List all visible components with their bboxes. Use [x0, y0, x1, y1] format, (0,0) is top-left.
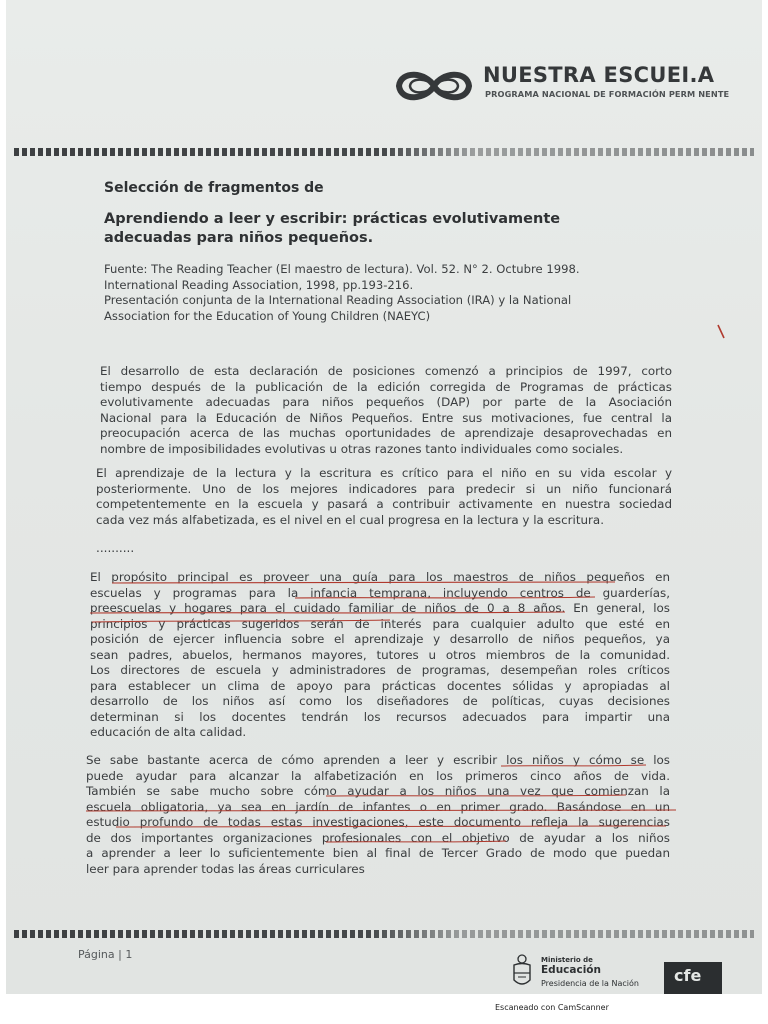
paragraph-line: El aprendizaje de la lectura y la escritura es crítico para el niño en su vida escolar y — [96, 466, 672, 480]
source-line: Association for the Education of Young Children (NAEYC) — [104, 308, 431, 323]
paragraph-line: El propósito principal es proveer una guía para los maestros de niños pequeños en — [90, 570, 670, 584]
paragraph-1 — [100, 364, 672, 457]
paragraph-line: Los directores de escuela y administradores de programas, desempeñan roles críticos — [90, 663, 670, 677]
nuestra-escuela-logo — [393, 62, 743, 112]
source-citation — [104, 262, 679, 324]
paragraph-line: puede ayudar para alcanzar la alfabetización en los primeros cinco años de vida. — [86, 768, 670, 783]
paragraph-line: cada vez más alfabetizada, es el nivel en el cual progresa en la lectura y la escritura. — [96, 512, 604, 527]
red-pen-underlines — [90, 570, 680, 630]
paragraph-line: desarrollo de los niños así como los diseñadores de políticas, cuyas decisiones — [90, 694, 670, 708]
paragraph-line: estudio profundo de todas estas investigaciones, este documento refleja la sugerencias — [86, 815, 670, 829]
ministry-line: Educación — [541, 964, 601, 976]
paragraph-line: evolutivamente adecuadas para niños pequeños (DAP) por parte de la Asociación — [100, 395, 672, 409]
red-pen-underlines — [86, 753, 676, 863]
source-line: International Reading Association, 1998, pp.193-216. — [104, 277, 414, 292]
paragraph-line: a aprender a leer lo suficientemente bien al final de Tercer Grado de modo que puedan — [86, 846, 670, 860]
paragraph-line: nombre de imposibilidades evolutivas u otras razones tanto individuales como sociales. — [100, 441, 624, 456]
document-title — [104, 210, 644, 248]
paragraph-line: Se sabe bastante acerca de cómo aprenden a leer y escribir los niños y cómo se los — [86, 753, 670, 767]
paragraph-line: posteriormente. Uno de los mejores indicadores para predecir si un niño funcionará — [96, 481, 672, 496]
paragraph-line: principios y prácticas sugeridos serán de interés para cualquier adulto que esté en — [90, 616, 670, 631]
scanned-page — [6, 0, 762, 994]
paragraph-line: educación de alta calidad. — [90, 725, 247, 739]
paragraph-line: tiempo después de la publicación de la edición corregida de Programas de prácticas — [100, 379, 672, 394]
logo-title: NUESTRA ESCUEI.A — [483, 63, 715, 87]
coat-of-arms-icon — [511, 954, 533, 990]
selection-heading: Selección de fragmentos de — [104, 180, 324, 196]
top-dashed-rule — [14, 147, 754, 157]
paragraph-line: escuelas y programas para la infancia temprana, incluyendo centros de guarderías, — [90, 585, 670, 600]
source-line: Presentación conjunta de la International Reading Association (IRA) y la National — [104, 293, 572, 307]
bottom-dashed-rule — [14, 929, 754, 939]
paragraph-line: Nacional para la Educación de Niños Pequeños. Entre sus motivaciones, fue central la — [100, 410, 672, 425]
paragraph-line: determinan si los docentes tendrán los recursos adecuados para impartir una — [90, 709, 670, 724]
red-pen-mark — [717, 324, 727, 340]
page-number: Página | 1 — [78, 948, 133, 961]
paragraph-line: preescuelas y hogares para el cuidado familiar de niños de 0 a 8 años. En general, los — [90, 601, 670, 615]
paragraph-line: leer para aprender todas las áreas curriculares — [86, 861, 365, 876]
paragraph-line: posición de ejercer influencia sobre el aprendizaje y desarrollo de niños pequeños, ya — [90, 632, 670, 646]
paragraph-line: competentemente en la escuela y pasará a contribuir activamente en nuestra sociedad — [96, 497, 672, 511]
omission-ellipsis: .......... — [96, 541, 135, 555]
cfe-logo — [664, 962, 722, 994]
ministry-line: Presidencia de la Nación — [541, 979, 639, 988]
paragraph-2 — [96, 466, 672, 528]
paragraph-line: para establecer un clima de apoyo para prácticas docentes sólidas y apropiadas al — [90, 678, 670, 693]
paragraph-line: El desarrollo de esta declaración de posiciones comenzó a principios de 1997, corto — [100, 364, 672, 378]
cfe-label: cfe — [674, 966, 702, 985]
logo-subtitle: PROGRAMA NACIONAL DE FORMACIÓN PERM NENTE — [485, 89, 730, 99]
scanner-watermark: Escaneado con CamScanner — [495, 1003, 609, 1012]
paragraph-line: escuela obligatoria, ya sea en jardín de infantes o en primer grado. Basándose en un — [86, 799, 670, 814]
paragraph-line: También se sabe mucho sobre cómo ayudar a los niños una vez que comienzan la — [86, 784, 670, 798]
document-title-line: Aprendiendo a leer y escribir: prácticas evolutivamente — [104, 211, 561, 227]
source-line: Fuente: The Reading Teacher (El maestro de lectura). Vol. 52. N° 2. Octubre 1998. — [104, 262, 580, 276]
paragraph-line: de dos importantes organizaciones profesionales con el objetivo de ayudar a los niños — [86, 830, 670, 845]
document-title-line: adecuadas para niños pequeños. — [104, 230, 374, 246]
paragraph-line: preocupación acerca de las muchas oportunidades de aprendizaje desaprovechadas en — [100, 426, 672, 440]
infinity-logo-icon — [393, 66, 475, 106]
paragraph-line: sean padres, abuelos, hermanos mayores, tutores u otros miembros de la comunidad. — [90, 647, 670, 662]
ministry-line: Ministerio de — [541, 956, 593, 964]
ministry-logo — [511, 954, 651, 994]
